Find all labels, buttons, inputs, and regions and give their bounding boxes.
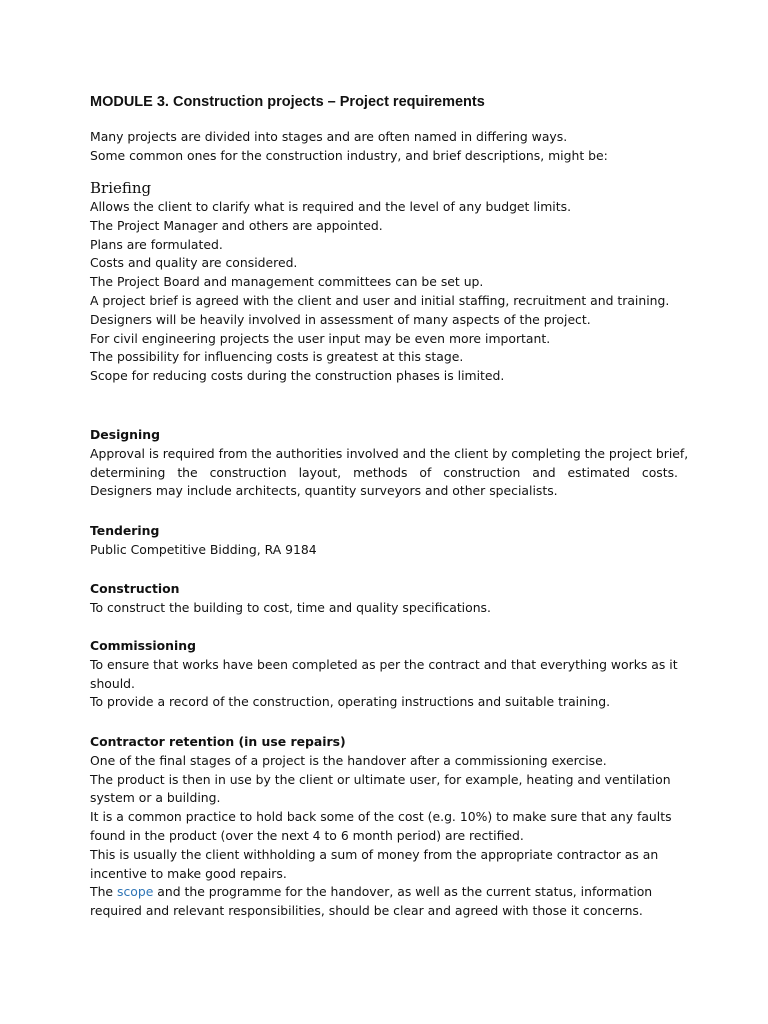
retention-line: required and relevant responsibilities, should be clear and agreed with those it concerns.	[90, 903, 643, 919]
designing-section	[90, 426, 689, 501]
briefing-line: The Project Board and management committees can be set up.	[90, 274, 484, 290]
construction-text: To construct the building to cost, time and quality specifications.	[90, 599, 491, 615]
commissioning-heading: Commissioning	[90, 638, 196, 653]
construction-heading: Construction	[90, 581, 180, 596]
retention-line: This is usually the client withholding a sum of money from the appropriate contractor as an	[90, 846, 659, 862]
retention-scope-pre: The	[90, 884, 117, 900]
page-title: MODULE 3. Construction projects – Project requirements	[90, 94, 485, 110]
intro-line: Many projects are divided into stages and are often named in differing ways.	[90, 129, 568, 144]
retention-line: system or a building.	[90, 790, 221, 806]
briefing-line: The Project Manager and others are appointed.	[90, 217, 383, 233]
retention-line: The product is then in use by the client or ultimate user, for example, heating and ventilation	[90, 771, 671, 787]
briefing-heading: Briefing	[90, 179, 152, 197]
retention-scope-line	[90, 883, 678, 902]
designing-line: Designers may include architects, quantity surveyors and other specialists.	[90, 483, 558, 499]
briefing-line: Plans are formulated.	[90, 236, 223, 252]
tendering-heading: Tendering	[90, 523, 160, 538]
commissioning-line: To ensure that works have been completed as per the contract and that everything works as it	[90, 656, 678, 672]
retention-scope-post: and the programme for the handover, as well as the current status, information	[153, 884, 653, 900]
intro-line: Some common ones for the construction industry, and brief descriptions, might be:	[90, 147, 608, 163]
briefing-line: For civil engineering projects the user input may be even more important.	[90, 330, 551, 346]
briefing-line: Designers will be heavily involved in assessment of many aspects of the project.	[90, 311, 591, 327]
commissioning-line: To provide a record of the construction, operating instructions and suitable training.	[90, 694, 611, 710]
briefing-line: Allows the client to clarify what is required and the level of any budget limits.	[90, 199, 572, 214]
intro-section	[90, 128, 678, 166]
briefing-line: Scope for reducing costs during the construction phases is limited.	[90, 368, 505, 384]
briefing-section	[90, 178, 678, 386]
commissioning-section	[90, 637, 678, 712]
retention-line: It is a common practice to hold back some of the cost (e.g. 10%) to make sure that any faults	[90, 809, 672, 825]
designing-line: Approval is required from the authorities involved and the client by completing the project brief,	[90, 445, 689, 461]
tendering-section	[90, 522, 678, 560]
commissioning-line: should.	[90, 675, 135, 691]
briefing-line: Costs and quality are considered.	[90, 255, 298, 271]
retention-line: found in the product (over the next 4 to 6 month period) are rectified.	[90, 827, 524, 843]
retention-heading: Contractor retention (in use repairs)	[90, 734, 346, 749]
retention-section	[90, 733, 678, 921]
briefing-line: A project brief is agreed with the client and user and initial staffing, recruitment and training.	[90, 292, 670, 308]
designing-heading: Designing	[90, 427, 160, 442]
designing-line: determining the construction layout, methods of construction and estimated costs.	[90, 464, 678, 480]
construction-section	[90, 580, 678, 618]
tendering-text: Public Competitive Bidding, RA 9184	[90, 541, 317, 557]
retention-line: One of the final stages of a project is the handover after a commissioning exercise.	[90, 752, 607, 768]
retention-line: incentive to make good repairs.	[90, 865, 287, 881]
scope-link[interactable]: scope	[116, 884, 154, 900]
briefing-line: The possibility for influencing costs is greatest at this stage.	[90, 349, 464, 365]
